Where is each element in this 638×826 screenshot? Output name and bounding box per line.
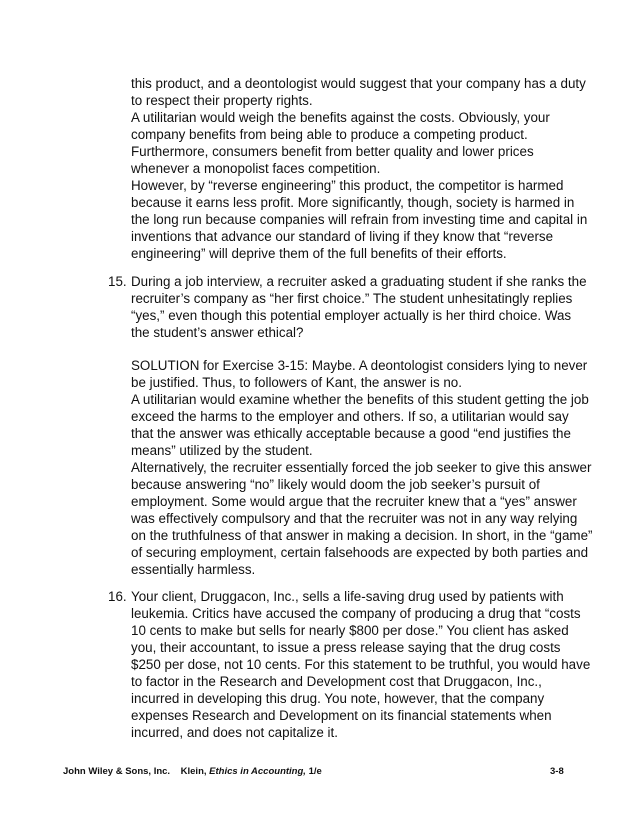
q15-question-line: “yes,” even though this potential employer actually is her third choice. Was	[131, 308, 572, 323]
q16-question-line: 10 cents to make but sells for nearly $800 per dose.” You client has asked	[131, 623, 569, 638]
q15-solution-line: Alternatively, the recruiter essentially forced the job seeker to give this answer	[131, 460, 592, 475]
q16-number: 16.	[108, 589, 127, 604]
continuation-line: to respect their property rights.	[131, 93, 313, 108]
footer-left	[63, 766, 322, 777]
q16-question-line: you, their accountant, to issue a press release saying that the drug costs	[131, 640, 561, 655]
q15-solution-line: on the truthfulness of that answer in making a decision. In short, in the “game”	[131, 528, 593, 543]
q15-solution-line: SOLUTION for Exercise 3-15: Maybe. A deontologist considers lying to never	[131, 358, 588, 373]
q15-solution-line: employment. Some would argue that the recruiter knew that a “yes” answer	[131, 494, 577, 509]
q16-question-line: incurred in developing this drug. You note, however, that the company	[131, 691, 545, 706]
q15-solution-line: exceed the harms to the employer and others. If so, a utilitarian would say	[131, 409, 569, 424]
continuation-line: because it earns less profit. More significantly, though, society is harmed in	[131, 195, 575, 210]
q15-solution-line: of securing employment, certain falsehoods are expected by both parties and	[131, 545, 589, 560]
footer-book-title: Ethics in Accounting,	[209, 766, 306, 777]
q15-solution-line: means” utilized by the student.	[131, 443, 313, 458]
q16-question-line: incurred, and does not capitalize it.	[131, 725, 338, 740]
footer-edition: 1/e	[308, 766, 322, 777]
q15-solution-line: essentially harmless.	[131, 562, 256, 577]
q16-question-line: $250 per dose, not 10 cents. For this statement to be truthful, you would have	[131, 657, 591, 672]
footer-publisher: John Wiley & Sons, Inc.	[63, 766, 171, 777]
q15-solution-line: A utilitarian would examine whether the benefits of this student getting the job	[131, 392, 589, 407]
q15-question-line: During a job interview, a recruiter asked a graduating student if she ranks the	[131, 274, 587, 289]
continuation-line: company benefits from being able to produce a competing product.	[131, 127, 528, 142]
continuation-line: A utilitarian would weigh the benefits against the costs. Obviously, your	[131, 110, 550, 125]
continuation-line: whenever a monopolist faces competition.	[131, 161, 381, 176]
continuation-line: the long run because companies will refrain from investing time and capital in	[131, 212, 588, 227]
q15-question-line: recruiter’s company as “her first choice.” The student unhesitatingly replies	[131, 291, 573, 306]
continuation-line: inventions that advance our standard of living if they know that “reverse	[131, 229, 554, 244]
continuation-line: Furthermore, consumers benefit from better quality and lower prices	[131, 144, 534, 159]
q15-solution-line: be justified. Thus, to followers of Kant, the answer is no.	[131, 375, 462, 390]
continuation-line: However, by “reverse engineering” this product, the competitor is harmed	[131, 178, 564, 193]
continuation-line: this product, and a deontologist would suggest that your company has a duty	[131, 76, 586, 91]
q16-question-line: Your client, Druggacon, Inc., sells a life-saving drug used by patients with	[131, 589, 564, 604]
footer-author: Klein,	[180, 766, 207, 777]
q15-question-line: the student’s answer ethical?	[131, 325, 304, 340]
q16-question-line: expenses Research and Development on its financial statements when	[131, 708, 552, 723]
q15-solution-line: because answering “no” likely would doom the job seeker’s pursuit of	[131, 477, 540, 492]
q15-number: 15.	[108, 274, 127, 289]
q16-question-line: leukemia. Critics have accused the company of producing a drug that “costs	[131, 606, 581, 621]
q16-question-line: to factor in the Research and Development cost that Druggacon, Inc.,	[131, 674, 542, 689]
q15-solution-line: that the answer was ethically acceptable because a good “end justifies the	[131, 426, 571, 441]
q15-solution-line: was effectively compulsory and that the recruiter was not in any way relying	[131, 511, 578, 526]
continuation-line: engineering” will deprive them of the full benefits of their efforts.	[131, 246, 507, 261]
footer-page-number: 3-8	[550, 766, 564, 777]
